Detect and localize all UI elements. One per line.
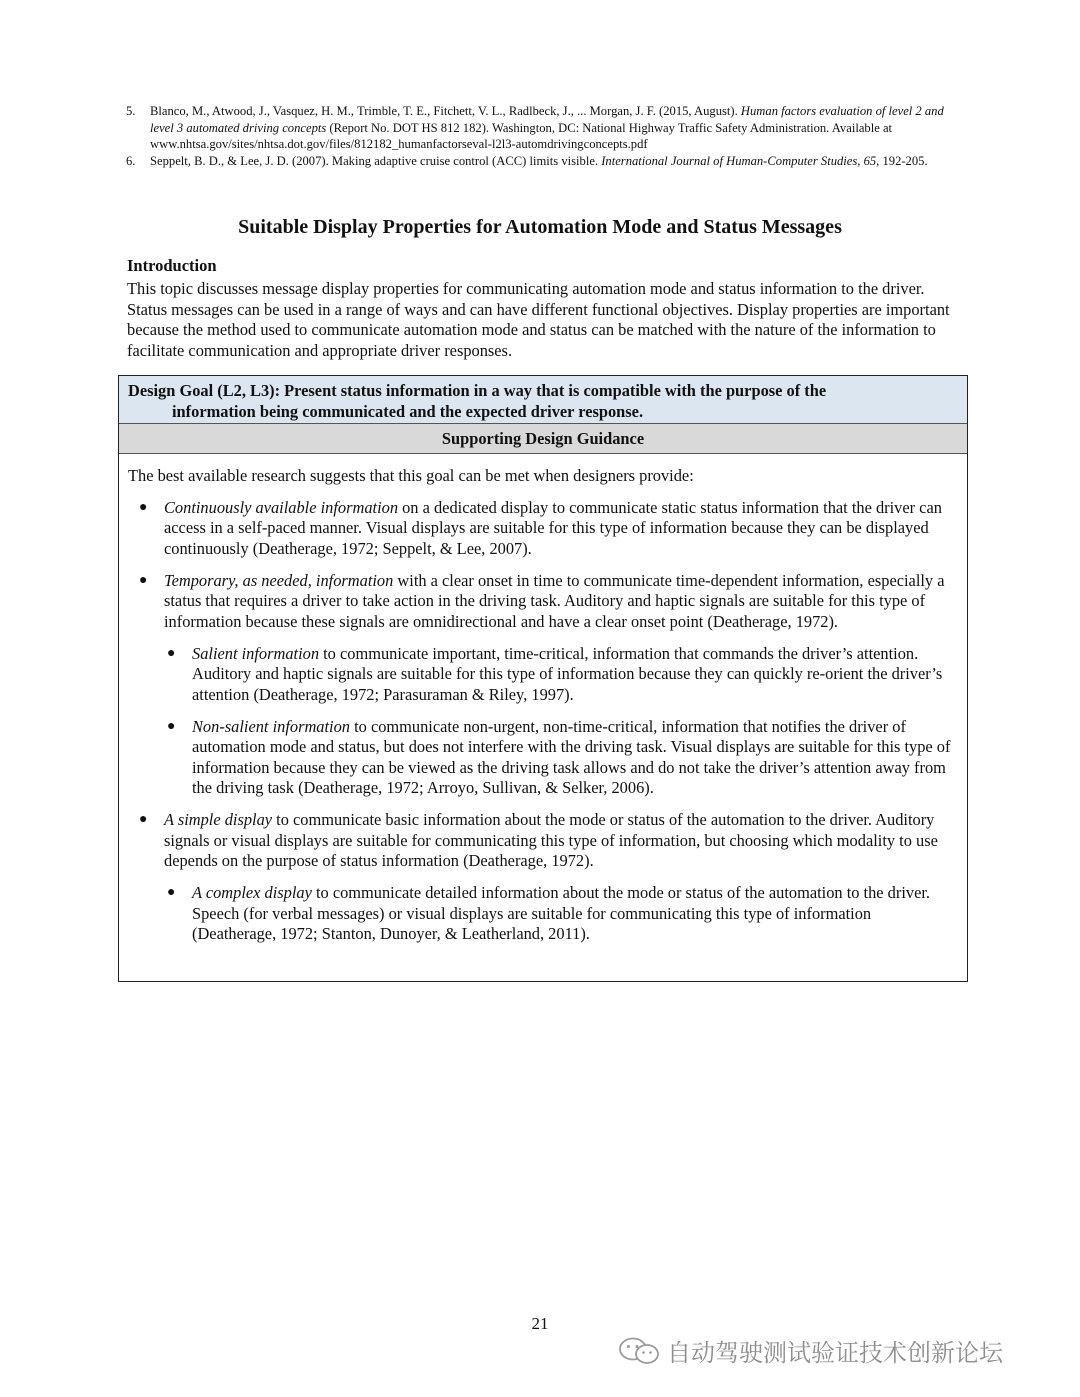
wechat-icon bbox=[617, 1336, 661, 1366]
guidance-item-term: Continuously available information bbox=[164, 497, 399, 517]
intro-heading: Introduction bbox=[127, 256, 217, 275]
guidance-lead: The best available research suggests that this goal can be met when designers provide: bbox=[128, 466, 694, 485]
reference-title: International Journal of Human-Computer Studies, 65 bbox=[601, 153, 877, 168]
reference-item bbox=[126, 103, 956, 153]
intro-paragraph: This topic discusses message display properties for communicating automation mode and status information to the driver. Status messages can be used in a range of ways and can have different functional objectives. Display properties are important because the method used to communicate automation mode and status can be matched with the nature of the information to facilitate communication and appropriate driver responses. bbox=[127, 279, 950, 360]
bullet-icon: ● bbox=[167, 645, 176, 661]
design-goal-line-2: information being communicated and the expected driver response. bbox=[172, 401, 644, 421]
section-title: Suitable Display Properties for Automation Mode and Status Messages bbox=[238, 216, 842, 238]
bullet-icon: ● bbox=[139, 812, 148, 827]
reference-item bbox=[126, 153, 956, 170]
guidance-item bbox=[128, 571, 958, 633]
reference-list bbox=[126, 103, 956, 169]
guidance-subitem bbox=[128, 644, 958, 706]
guidance-item-term: Temporary, as needed, information bbox=[164, 570, 394, 590]
guidance-item bbox=[128, 810, 958, 872]
reference-title: Human factors evaluation of level 2 and level 3 automated driving concepts bbox=[150, 104, 944, 135]
design-goal-line-1: Design Goal (L2, L3): Present status information in a way that is compatible with the purpose of the bbox=[128, 381, 827, 400]
reference-text bbox=[150, 103, 956, 153]
guidance-item-text: to communicate basic information about the mode or status of the automation to the driver. Auditory signals or visual displays are suitable for communicating this type of information, but choosing which modality to use depends on the purpose of status information (Deatherage, 1972). bbox=[164, 810, 938, 870]
bullet-icon: ● bbox=[167, 885, 176, 900]
guidance-item-text: on a dedicated display to communicate static status information that the driver can access in a self-paced manner. Visual displays are suitable for this type of information because they can be displayed continuously (Deatherage, 1972; Seppelt, & Lee, 2007). bbox=[164, 497, 942, 558]
guidance-item-text: to communicate important, time-critical, information that commands the driver’s attention. Auditory and haptic signals are suitable for this type of information because they can quickly re-orient the driver’s attention (Deatherage, 1972; Parasuraman & Riley, 1997). bbox=[192, 643, 943, 704]
guidance-item-term: A simple display bbox=[164, 810, 273, 829]
reference-text bbox=[150, 153, 956, 170]
watermark-text: 自动驾驶测试验证技术创新论坛 bbox=[667, 1339, 1003, 1367]
bullet-icon: ● bbox=[167, 718, 176, 734]
reference-number: 5. bbox=[126, 104, 136, 118]
reference-source: (Report No. DOT HS 812 182). Washington, DC: National Highway Traffic Safety Administration. Available at www.nhtsa.gov/sites/nhtsa.dot.gov/files/812182_humanfactorseval-l2l3-automdrivingconcepts.pdf bbox=[150, 120, 893, 151]
reference-source: , 192-205. bbox=[876, 153, 928, 168]
design-goal-box bbox=[118, 375, 968, 982]
bullet-icon: ● bbox=[139, 572, 148, 588]
reference-number: 6. bbox=[126, 153, 136, 168]
supporting-guidance-header: Supporting Design Guidance bbox=[119, 424, 967, 454]
guidance-item-term: A complex display bbox=[192, 883, 312, 902]
guidance-subitem bbox=[128, 717, 958, 799]
guidance-item-text: to communicate non-urgent, non-time-critical, information that notifies the driver of automation mode and status, but does not interfere with the driving task. Visual displays are suitable for this type of information because they can be viewed as the driving task allows and do not take the driver’s attention away from the driving task (Deatherage, 1972; Arroyo, Sullivan, & Selker, 2006). bbox=[192, 716, 951, 797]
guidance-item bbox=[128, 498, 958, 560]
guidance-subitem bbox=[128, 883, 958, 945]
guidance-item-text: with a clear onset in time to communicate time-dependent information, especially a status that requires a driver to take action in the driving task. Auditory and haptic signals are suitable for this type of information because these signals are omnidirectional and have a clear onset point (Deatherage, 1972). bbox=[164, 570, 945, 631]
guidance-item-term: Non-salient information bbox=[192, 716, 350, 736]
guidance-item-text: to communicate detailed information about the mode or status of the automation to the driver. Speech (for verbal messages) or visual displays are suitable for communicating this type of information (Deatherage, 1972; Stanton, Dunoyer, & Leatherland, 2011). bbox=[192, 883, 931, 943]
watermark bbox=[617, 1333, 1003, 1368]
guidance-item-term: Salient information bbox=[192, 643, 320, 663]
page-number: 21 bbox=[531, 1314, 549, 1333]
reference-authors: Seppelt, B. D., & Lee, J. D. (2007). Making adaptive cruise control (ACC) limits visible. bbox=[150, 153, 602, 168]
design-goal-header bbox=[119, 376, 967, 424]
reference-authors: Blanco, M., Atwood, J., Vasquez, H. M., Trimble, T. E., Fitchett, V. L., Radlbeck, J., ... Morgan, J. F. (2015, August). bbox=[150, 104, 741, 118]
bullet-icon: ● bbox=[139, 499, 148, 515]
guidance-content bbox=[119, 454, 967, 945]
